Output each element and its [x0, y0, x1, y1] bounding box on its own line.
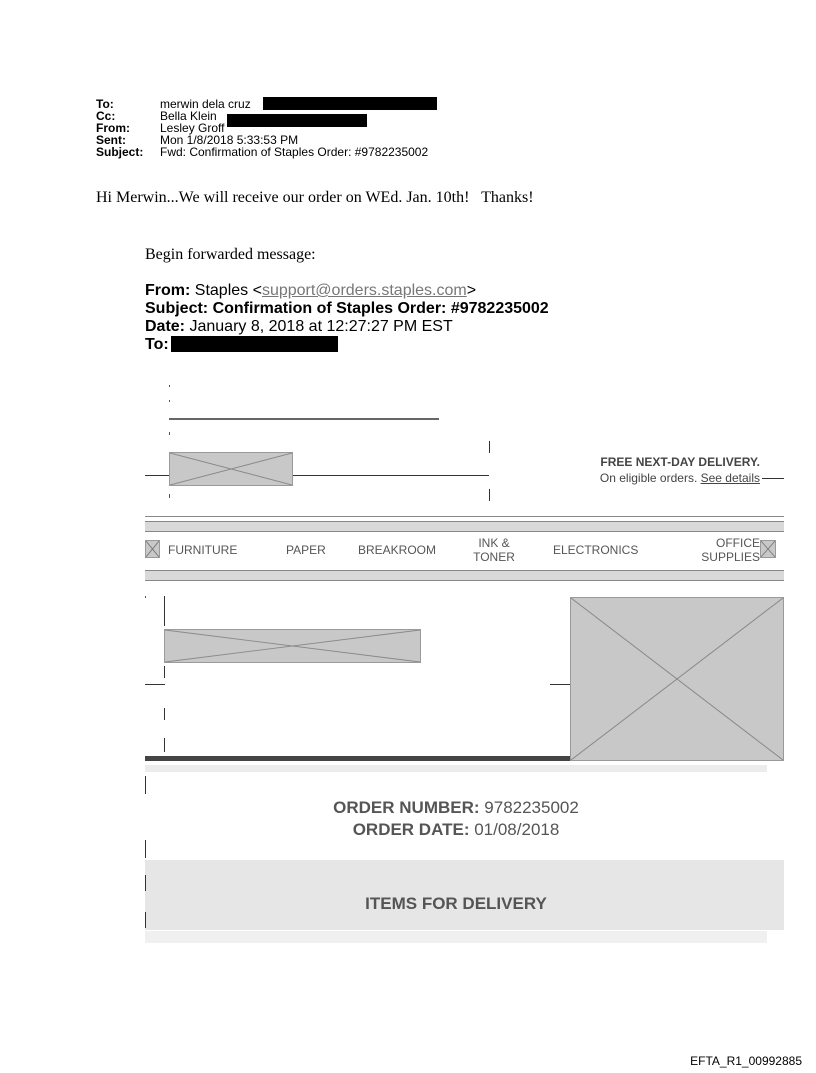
divider — [145, 684, 165, 685]
nav-item-electronics[interactable]: ELECTRONICS — [553, 543, 639, 557]
divider — [145, 516, 784, 517]
nav-bottom-band — [145, 570, 784, 581]
divider — [145, 475, 169, 476]
forwarded-date-line — [145, 318, 453, 335]
divider — [169, 418, 439, 420]
divider — [145, 756, 570, 761]
divider — [145, 875, 146, 891]
order-number-value: 9782235002 — [484, 798, 579, 817]
forwarded-date-value: January 8, 2018 at 12:27:27 PM EST — [189, 318, 453, 335]
divider — [489, 489, 490, 501]
forwarded-from-label: From: — [145, 282, 191, 299]
redaction-bar — [227, 114, 367, 127]
items-for-delivery-heading: ITEMS FOR DELIVERY — [365, 894, 547, 913]
to-label: To: — [96, 97, 114, 111]
forwarded-subject-value: Confirmation of Staples Order: #9782235002 — [212, 300, 549, 317]
divider — [489, 441, 490, 453]
hero-image-placeholder[interactable] — [570, 597, 784, 761]
forwarded-date-label: Date: — [145, 318, 186, 335]
divider — [169, 385, 170, 387]
to-value: merwin dela cruz — [160, 97, 251, 111]
sent-label: Sent: — [96, 133, 126, 147]
promo-subtext-line — [560, 471, 760, 485]
promo-headline: FREE NEXT-DAY DELIVERY. — [600, 455, 760, 469]
divider — [169, 400, 170, 402]
divider — [164, 596, 165, 626]
divider — [762, 478, 784, 479]
nav-item-paper[interactable]: PAPER — [286, 543, 326, 557]
forwarded-to-line — [145, 336, 169, 353]
from-label: From: — [96, 121, 130, 135]
divider — [164, 666, 165, 678]
forwarded-from-close: > — [466, 282, 477, 299]
nav-item-supplies-label: SUPPLIES — [701, 550, 760, 564]
sent-value: Mon 1/8/2018 5:33:53 PM — [160, 133, 299, 147]
forwarded-from-line — [145, 282, 476, 299]
divider — [145, 931, 767, 943]
divider — [145, 912, 146, 928]
hero-banner-placeholder[interactable] — [164, 629, 421, 663]
forwarded-subject-line — [145, 300, 549, 317]
divider — [164, 708, 165, 720]
divider — [145, 765, 767, 772]
nav-item-office-label: OFFICE — [716, 536, 760, 550]
see-details-link[interactable]: See details — [700, 471, 760, 485]
email-body-text: Hi Merwin...We will receive our order on WEd. Jan. 10th! Thanks! — [96, 189, 534, 206]
from-value: Lesley Groff — [160, 121, 225, 135]
forwarded-to-label: To: — [145, 336, 169, 353]
nav-item-office-supplies[interactable] — [700, 536, 760, 564]
forwarded-from-email-link[interactable]: support@orders.staples.com — [261, 282, 467, 299]
divider — [145, 840, 146, 858]
forwarded-subject-label: Subject: — [145, 300, 209, 317]
nav-item-ink-label: INK & — [478, 536, 510, 550]
divider — [145, 776, 146, 794]
order-date-line — [145, 820, 767, 840]
promo-subtext: On eligible orders. — [599, 471, 698, 485]
nav-item-breakroom[interactable]: BREAKROOM — [358, 543, 437, 557]
nav-image-placeholder — [145, 540, 160, 558]
order-date-value: 01/08/2018 — [474, 820, 560, 839]
divider — [145, 596, 146, 598]
nav-item-toner-label: TONER — [473, 550, 515, 564]
divider — [164, 738, 165, 752]
redaction-bar — [263, 97, 437, 110]
divider — [550, 684, 570, 685]
divider — [293, 475, 489, 476]
forwarded-intro: Begin forwarded message: — [145, 246, 316, 263]
redaction-bar — [171, 336, 338, 352]
subject-value: Fwd: Confirmation of Staples Order: #9782235002 — [160, 145, 429, 159]
order-date-label: ORDER DATE: — [352, 820, 470, 839]
staples-logo-placeholder[interactable] — [169, 452, 293, 486]
nav-item-furniture[interactable]: FURNITURE — [168, 543, 238, 557]
divider — [169, 494, 170, 498]
order-number-line — [145, 798, 767, 818]
divider — [169, 432, 170, 435]
subject-label: Subject: — [96, 145, 144, 159]
order-number-label: ORDER NUMBER: — [333, 798, 480, 817]
cc-value: Bella Klein — [160, 109, 217, 123]
nav-item-ink-toner[interactable] — [472, 536, 516, 564]
forwarded-from-name: Staples < — [194, 282, 262, 299]
nav-image-placeholder — [760, 540, 776, 558]
cc-label: Cc: — [96, 109, 116, 123]
nav-top-band — [145, 521, 784, 532]
document-id: EFTA_R1_00992885 — [690, 1054, 802, 1068]
